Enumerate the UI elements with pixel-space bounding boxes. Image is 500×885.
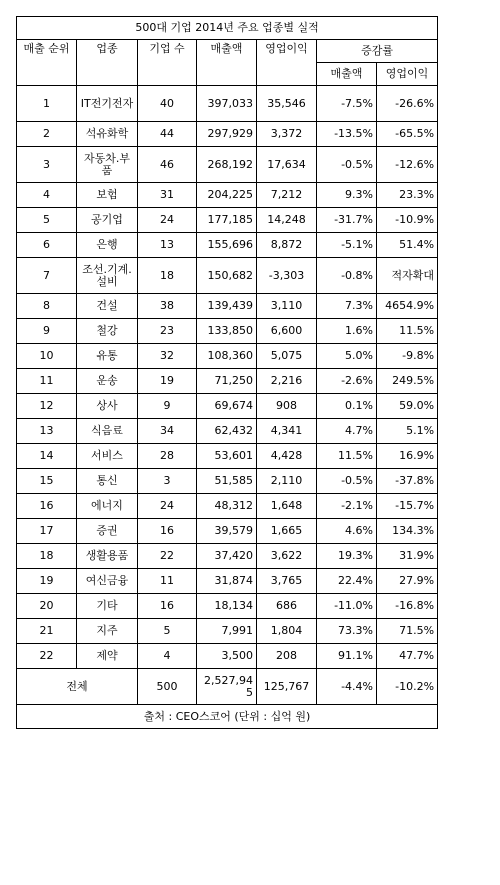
cell-sales-change: -11.0% xyxy=(317,594,377,619)
cell-rank: 14 xyxy=(17,444,77,469)
cell-op-change: 4654.9% xyxy=(377,294,438,319)
table-row xyxy=(17,444,438,469)
table-row xyxy=(17,294,438,319)
cell-rank: 8 xyxy=(17,294,77,319)
cell-companies: 18 xyxy=(138,258,197,294)
table-row xyxy=(17,594,438,619)
cell-op-profit: 1,804 xyxy=(257,619,317,644)
cell-rank: 19 xyxy=(17,569,77,594)
cell-industry: 생활용품 xyxy=(77,544,138,569)
cell-sales-change: -5.1% xyxy=(317,233,377,258)
cell-sales: 150,682 xyxy=(197,258,257,294)
cell-sales: 177,185 xyxy=(197,208,257,233)
cell-sales-change: 4.7% xyxy=(317,419,377,444)
table-row xyxy=(17,544,438,569)
cell-companies: 34 xyxy=(138,419,197,444)
cell-op-change: 31.9% xyxy=(377,544,438,569)
cell-companies: 44 xyxy=(138,122,197,147)
cell-op-profit: 4,341 xyxy=(257,419,317,444)
cell-companies: 11 xyxy=(138,569,197,594)
cell-companies: 46 xyxy=(138,147,197,183)
cell-industry: 조선.기계.설비 xyxy=(77,258,138,294)
cell-companies: 31 xyxy=(138,183,197,208)
cell-sales: 297,929 xyxy=(197,122,257,147)
cell-op-change: 47.7% xyxy=(377,644,438,669)
cell-industry: 은행 xyxy=(77,233,138,258)
total-sales: 2,527,945 xyxy=(197,669,257,705)
cell-sales-change: -0.5% xyxy=(317,469,377,494)
cell-sales: 139,439 xyxy=(197,294,257,319)
table-row xyxy=(17,258,438,294)
cell-op-profit: 17,634 xyxy=(257,147,317,183)
total-op-profit: 125,767 xyxy=(257,669,317,705)
cell-op-change: 71.5% xyxy=(377,619,438,644)
cell-industry: 식음료 xyxy=(77,419,138,444)
table-row xyxy=(17,419,438,444)
cell-sales-change: -13.5% xyxy=(317,122,377,147)
header-sales: 매출액 xyxy=(197,40,257,86)
cell-op-profit: 2,110 xyxy=(257,469,317,494)
table-row xyxy=(17,147,438,183)
cell-sales: 48,312 xyxy=(197,494,257,519)
cell-industry: 철강 xyxy=(77,319,138,344)
cell-rank: 6 xyxy=(17,233,77,258)
cell-rank: 9 xyxy=(17,319,77,344)
table-row xyxy=(17,319,438,344)
cell-op-profit: 3,372 xyxy=(257,122,317,147)
cell-sales-change: 11.5% xyxy=(317,444,377,469)
cell-rank: 18 xyxy=(17,544,77,569)
cell-op-change: 16.9% xyxy=(377,444,438,469)
cell-sales: 62,432 xyxy=(197,419,257,444)
table-row xyxy=(17,86,438,122)
cell-sales: 71,250 xyxy=(197,369,257,394)
total-companies: 500 xyxy=(138,669,197,705)
cell-sales-change: 7.3% xyxy=(317,294,377,319)
cell-rank: 12 xyxy=(17,394,77,419)
cell-op-change: -15.7% xyxy=(377,494,438,519)
header-change-op: 영업이익 xyxy=(377,63,438,86)
cell-op-profit: 5,075 xyxy=(257,344,317,369)
cell-op-change: -26.6% xyxy=(377,86,438,122)
cell-op-change: 23.3% xyxy=(377,183,438,208)
source-note: 출처 : CEO스코어 (단위 : 십억 원) xyxy=(17,705,438,729)
cell-op-profit: 8,872 xyxy=(257,233,317,258)
cell-rank: 4 xyxy=(17,183,77,208)
cell-companies: 22 xyxy=(138,544,197,569)
cell-op-change: 249.5% xyxy=(377,369,438,394)
cell-op-profit: 3,110 xyxy=(257,294,317,319)
cell-op-profit: -3,303 xyxy=(257,258,317,294)
cell-rank: 17 xyxy=(17,519,77,544)
cell-sales-change: -2.6% xyxy=(317,369,377,394)
total-sales-change: -4.4% xyxy=(317,669,377,705)
cell-companies: 40 xyxy=(138,86,197,122)
cell-companies: 23 xyxy=(138,319,197,344)
cell-sales: 268,192 xyxy=(197,147,257,183)
cell-op-change: -65.5% xyxy=(377,122,438,147)
cell-industry: 에너지 xyxy=(77,494,138,519)
cell-op-profit: 1,648 xyxy=(257,494,317,519)
table-row xyxy=(17,369,438,394)
cell-rank: 1 xyxy=(17,86,77,122)
table-row xyxy=(17,569,438,594)
cell-industry: 기타 xyxy=(77,594,138,619)
cell-sales: 37,420 xyxy=(197,544,257,569)
cell-rank: 10 xyxy=(17,344,77,369)
cell-sales: 51,585 xyxy=(197,469,257,494)
cell-op-change: -12.6% xyxy=(377,147,438,183)
cell-op-change: 11.5% xyxy=(377,319,438,344)
cell-companies: 16 xyxy=(138,594,197,619)
cell-industry: 석유화학 xyxy=(77,122,138,147)
cell-industry: 통신 xyxy=(77,469,138,494)
table-title: 500대 기업 2014년 주요 업종별 실적 xyxy=(17,17,438,40)
cell-sales-change: 91.1% xyxy=(317,644,377,669)
total-label: 전체 xyxy=(17,669,138,705)
cell-industry: 여신금융 xyxy=(77,569,138,594)
industry-performance-table xyxy=(16,16,438,729)
cell-sales: 3,500 xyxy=(197,644,257,669)
cell-industry: 지주 xyxy=(77,619,138,644)
table-row xyxy=(17,122,438,147)
cell-sales: 7,991 xyxy=(197,619,257,644)
header-industry: 업종 xyxy=(77,40,138,86)
cell-sales-change: -0.5% xyxy=(317,147,377,183)
cell-industry: 자동차.부품 xyxy=(77,147,138,183)
cell-sales-change: -0.8% xyxy=(317,258,377,294)
table-row xyxy=(17,208,438,233)
cell-op-change: -37.8% xyxy=(377,469,438,494)
cell-op-change: 51.4% xyxy=(377,233,438,258)
cell-op-profit: 6,600 xyxy=(257,319,317,344)
cell-companies: 3 xyxy=(138,469,197,494)
cell-rank: 16 xyxy=(17,494,77,519)
cell-industry: 건설 xyxy=(77,294,138,319)
document xyxy=(16,16,437,729)
cell-industry: 증권 xyxy=(77,519,138,544)
cell-companies: 16 xyxy=(138,519,197,544)
table-row xyxy=(17,183,438,208)
table-row xyxy=(17,394,438,419)
table-row xyxy=(17,469,438,494)
cell-companies: 4 xyxy=(138,644,197,669)
cell-industry: 운송 xyxy=(77,369,138,394)
cell-op-change: -9.8% xyxy=(377,344,438,369)
cell-rank: 22 xyxy=(17,644,77,669)
cell-companies: 13 xyxy=(138,233,197,258)
cell-op-change: 27.9% xyxy=(377,569,438,594)
cell-op-change: -10.9% xyxy=(377,208,438,233)
table-row xyxy=(17,519,438,544)
cell-companies: 32 xyxy=(138,344,197,369)
cell-sales: 155,696 xyxy=(197,233,257,258)
table-row xyxy=(17,233,438,258)
header-op-profit: 영업이익 xyxy=(257,40,317,86)
cell-sales: 18,134 xyxy=(197,594,257,619)
cell-op-profit: 2,216 xyxy=(257,369,317,394)
cell-sales-change: 9.3% xyxy=(317,183,377,208)
cell-sales: 69,674 xyxy=(197,394,257,419)
cell-rank: 3 xyxy=(17,147,77,183)
cell-op-change: -16.8% xyxy=(377,594,438,619)
cell-industry: IT전기전자 xyxy=(77,86,138,122)
cell-industry: 서비스 xyxy=(77,444,138,469)
total-op-change: -10.2% xyxy=(377,669,438,705)
cell-rank: 15 xyxy=(17,469,77,494)
cell-op-profit: 3,622 xyxy=(257,544,317,569)
cell-op-profit: 686 xyxy=(257,594,317,619)
cell-rank: 13 xyxy=(17,419,77,444)
cell-op-change: 59.0% xyxy=(377,394,438,419)
cell-companies: 38 xyxy=(138,294,197,319)
cell-sales-change: 1.6% xyxy=(317,319,377,344)
cell-sales-change: 0.1% xyxy=(317,394,377,419)
header-companies: 기업 수 xyxy=(138,40,197,86)
cell-industry: 보험 xyxy=(77,183,138,208)
cell-industry: 공기업 xyxy=(77,208,138,233)
cell-op-profit: 7,212 xyxy=(257,183,317,208)
cell-sales-change: 19.3% xyxy=(317,544,377,569)
cell-rank: 5 xyxy=(17,208,77,233)
table-row xyxy=(17,494,438,519)
cell-rank: 7 xyxy=(17,258,77,294)
table-row xyxy=(17,644,438,669)
cell-op-profit: 3,765 xyxy=(257,569,317,594)
cell-companies: 19 xyxy=(138,369,197,394)
cell-op-profit: 14,248 xyxy=(257,208,317,233)
cell-sales-change: 5.0% xyxy=(317,344,377,369)
table-row xyxy=(17,344,438,369)
cell-sales-change: -2.1% xyxy=(317,494,377,519)
cell-sales-change: 73.3% xyxy=(317,619,377,644)
cell-op-profit: 908 xyxy=(257,394,317,419)
cell-sales-change: -7.5% xyxy=(317,86,377,122)
cell-companies: 9 xyxy=(138,394,197,419)
header-rank: 매출 순위 xyxy=(17,40,77,86)
cell-sales: 31,874 xyxy=(197,569,257,594)
cell-op-profit: 1,665 xyxy=(257,519,317,544)
table-row xyxy=(17,619,438,644)
cell-rank: 20 xyxy=(17,594,77,619)
cell-sales-change: -31.7% xyxy=(317,208,377,233)
cell-industry: 유통 xyxy=(77,344,138,369)
total-row xyxy=(17,669,438,705)
cell-companies: 24 xyxy=(138,208,197,233)
cell-rank: 11 xyxy=(17,369,77,394)
cell-rank: 21 xyxy=(17,619,77,644)
cell-sales: 39,579 xyxy=(197,519,257,544)
cell-sales-change: 4.6% xyxy=(317,519,377,544)
cell-industry: 제약 xyxy=(77,644,138,669)
cell-op-profit: 35,546 xyxy=(257,86,317,122)
cell-sales: 133,850 xyxy=(197,319,257,344)
cell-industry: 상사 xyxy=(77,394,138,419)
cell-companies: 5 xyxy=(138,619,197,644)
cell-op-change: 134.3% xyxy=(377,519,438,544)
cell-sales: 108,360 xyxy=(197,344,257,369)
cell-op-profit: 208 xyxy=(257,644,317,669)
cell-sales: 397,033 xyxy=(197,86,257,122)
cell-op-profit: 4,428 xyxy=(257,444,317,469)
cell-op-change: 5.1% xyxy=(377,419,438,444)
cell-rank: 2 xyxy=(17,122,77,147)
cell-op-change: 적자확대 xyxy=(377,258,438,294)
cell-sales: 53,601 xyxy=(197,444,257,469)
header-change-sales: 매출액 xyxy=(317,63,377,86)
cell-sales: 204,225 xyxy=(197,183,257,208)
cell-sales-change: 22.4% xyxy=(317,569,377,594)
cell-companies: 28 xyxy=(138,444,197,469)
cell-companies: 24 xyxy=(138,494,197,519)
header-change: 증감률 xyxy=(317,40,438,63)
